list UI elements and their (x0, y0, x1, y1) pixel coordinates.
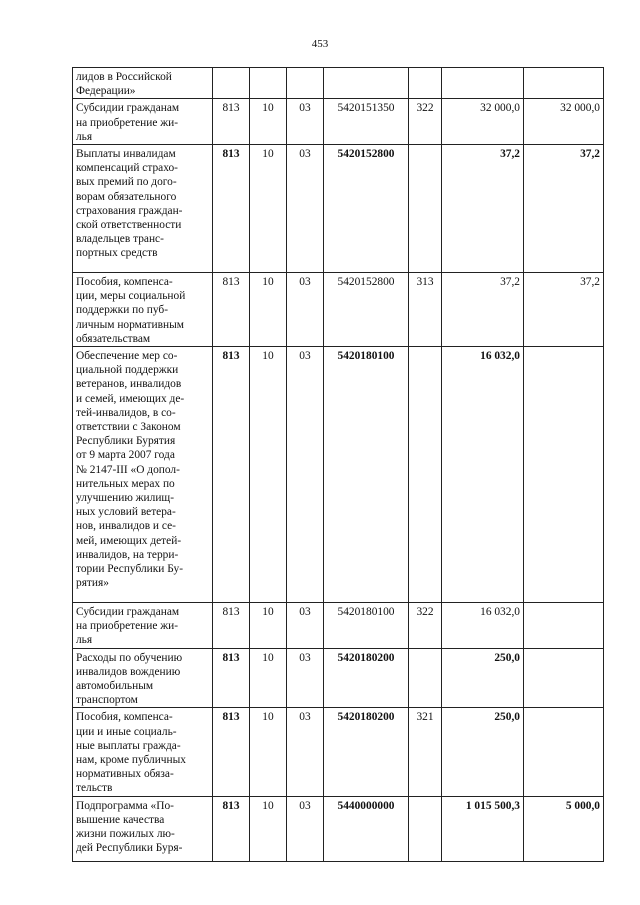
subsection-code-cell: 03 (287, 273, 324, 347)
ministry-code-cell: 813 (213, 273, 250, 347)
subsection-code-cell (287, 68, 324, 99)
ministry-code-cell: 813 (213, 708, 250, 796)
ministry-code-cell: 813 (213, 603, 250, 649)
expense-type-cell (409, 68, 442, 99)
table-row (73, 347, 604, 603)
item-name-line: рятия» (76, 577, 109, 590)
table-row (73, 708, 604, 796)
item-name-line: лидов в Российской (76, 71, 172, 83)
target-article-cell: 5420180100 (324, 347, 409, 603)
item-name-line: ных условий ветера- (76, 506, 176, 519)
item-name-line: Субсидии гражданам (76, 102, 180, 115)
subsection-code-cell: 03 (287, 603, 324, 649)
section-code-cell: 10 (250, 603, 287, 649)
item-name-line: нительных мерах по (76, 477, 175, 490)
item-name-line: тории Республики Бу- (76, 563, 183, 576)
item-name-cell (73, 68, 213, 99)
item-name-line: ответствии с Законом (76, 421, 181, 434)
table-row (73, 796, 604, 861)
target-article-cell: 5440000000 (324, 796, 409, 861)
table-row (73, 99, 604, 145)
item-name-line: ворам обязательного (76, 190, 177, 203)
expense-type-cell: 313 (409, 273, 442, 347)
item-name-line: от 9 марта 2007 года (76, 449, 175, 462)
expense-type-cell (409, 145, 442, 273)
item-name-cell (73, 273, 213, 347)
table-row (73, 68, 604, 99)
amount-year2-cell: 5 000,0 (524, 796, 604, 861)
expense-type-cell (409, 796, 442, 861)
subsection-code-cell: 03 (287, 708, 324, 796)
target-article-cell: 5420180200 (324, 708, 409, 796)
item-name-line: вых премий по дого- (76, 176, 177, 189)
amount-year2-cell: 37,2 (524, 273, 604, 347)
table-row (73, 273, 604, 347)
amount-year2-cell: 37,2 (524, 145, 604, 273)
item-name-line: владельцев транс- (76, 233, 164, 246)
amount-year1-cell: 32 000,0 (442, 99, 524, 145)
item-name-line: ции и иные социаль- (76, 725, 177, 738)
item-name-line: улучшению жилищ- (76, 492, 174, 505)
item-name-line: автомобильным (76, 680, 154, 693)
item-name-line: нам, кроме публичных (76, 754, 186, 767)
expense-type-cell: 322 (409, 99, 442, 145)
ministry-code-cell: 813 (213, 347, 250, 603)
item-name-line: циальной поддержки (76, 364, 179, 377)
expense-type-cell (409, 347, 442, 603)
subsection-code-cell: 03 (287, 648, 324, 708)
amount-year2-cell (524, 708, 604, 796)
item-name-line: Расходы по обучению (76, 651, 183, 664)
amount-year1-cell: 250,0 (442, 708, 524, 796)
item-name-cell (73, 145, 213, 273)
item-name-line: нормативных обяза- (76, 768, 174, 781)
section-code-cell: 10 (250, 99, 287, 145)
section-code-cell: 10 (250, 708, 287, 796)
budget-table (72, 67, 604, 862)
section-code-cell (250, 68, 287, 99)
target-article-cell: 5420151350 (324, 99, 409, 145)
ministry-code-cell: 813 (213, 145, 250, 273)
item-name-line: Обеспечение мер со- (76, 350, 178, 363)
item-name-line: Выплаты инвалидам (76, 148, 176, 161)
item-name-line: компенсаций страхо- (76, 162, 178, 175)
amount-year2-cell (524, 68, 604, 99)
amount-year1-cell (442, 68, 524, 99)
table-row (73, 648, 604, 708)
item-name-cell (73, 648, 213, 708)
item-name-cell (73, 99, 213, 145)
section-code-cell: 10 (250, 648, 287, 708)
target-article-cell (324, 68, 409, 99)
item-name-line: нов, инвалидов и се- (76, 520, 176, 533)
item-name-line: мей, имеющих детей- (76, 534, 182, 547)
subsection-code-cell: 03 (287, 796, 324, 861)
amount-year1-cell: 37,2 (442, 145, 524, 273)
amount-year2-cell (524, 648, 604, 708)
item-name-line: ской ответственности (76, 219, 182, 232)
amount-year1-cell: 1 015 500,3 (442, 796, 524, 861)
amount-year2-cell: 32 000,0 (524, 99, 604, 145)
item-name-line: ные выплаты гражда- (76, 739, 181, 752)
item-name-line: Федерации» (76, 85, 136, 98)
item-name-line: Пособия, компенса- (76, 276, 173, 289)
item-name-line: личным нормативным (76, 318, 184, 331)
table-row (73, 603, 604, 649)
expense-type-cell (409, 648, 442, 708)
item-name-line: портных средств (76, 247, 158, 260)
section-code-cell: 10 (250, 145, 287, 273)
amount-year1-cell: 250,0 (442, 648, 524, 708)
table-body (73, 68, 604, 862)
item-name-line: Субсидии гражданам (76, 606, 180, 619)
item-name-line: Пособия, компенса- (76, 711, 173, 724)
item-name-line: транспортом (76, 694, 138, 707)
subsection-code-cell: 03 (287, 145, 324, 273)
expense-type-cell: 322 (409, 603, 442, 649)
item-name-line: и семей, имеющих де- (76, 392, 185, 405)
amount-year1-cell: 37,2 (442, 273, 524, 347)
ministry-code-cell: 813 (213, 99, 250, 145)
item-name-line: на приобретение жи- (76, 116, 179, 129)
ministry-code-cell (213, 68, 250, 99)
item-name-cell (73, 347, 213, 603)
amount-year1-cell: 16 032,0 (442, 347, 524, 603)
item-name-line: ветеранов, инвалидов (76, 378, 182, 391)
subsection-code-cell: 03 (287, 99, 324, 145)
amount-year1-cell: 16 032,0 (442, 603, 524, 649)
page-number: 453 (311, 38, 329, 50)
item-name-line: инвалидов, на терри- (76, 548, 179, 561)
item-name-line: Республики Бурятия (76, 435, 176, 448)
item-name-line: тей-инвалидов, в со- (76, 406, 176, 419)
item-name-line: ции, меры социальной (76, 290, 186, 303)
section-code-cell: 10 (250, 273, 287, 347)
section-code-cell: 10 (250, 347, 287, 603)
item-name-line: обязательствам (76, 332, 151, 345)
ministry-code-cell: 813 (213, 648, 250, 708)
item-name-line: Подпрограмма «По- (76, 799, 174, 812)
item-name-cell (73, 796, 213, 861)
item-name-line: страхования граждан- (76, 204, 183, 217)
item-name-line: инвалидов вождению (76, 665, 181, 678)
item-name-line: № 2147-III «О допол- (76, 463, 180, 476)
amount-year2-cell (524, 603, 604, 649)
item-name-line: жизни пожилых лю- (76, 828, 175, 841)
ministry-code-cell: 813 (213, 796, 250, 861)
subsection-code-cell: 03 (287, 347, 324, 603)
target-article-cell: 5420180100 (324, 603, 409, 649)
target-article-cell: 5420152800 (324, 145, 409, 273)
item-name-line: дей Республики Буря- (76, 842, 183, 855)
item-name-line: лья (76, 634, 93, 647)
amount-year2-cell (524, 347, 604, 603)
item-name-line: поддержки по пуб- (76, 304, 169, 317)
item-name-line: вышение качества (76, 813, 165, 826)
item-name-line: лья (76, 130, 93, 143)
item-name-line: на приобретение жи- (76, 620, 179, 633)
section-code-cell: 10 (250, 796, 287, 861)
table-row (73, 145, 604, 273)
item-name-cell (73, 708, 213, 796)
target-article-cell: 5420152800 (324, 273, 409, 347)
expense-type-cell: 321 (409, 708, 442, 796)
item-name-line: тельств (76, 782, 113, 795)
target-article-cell: 5420180200 (324, 648, 409, 708)
item-name-cell (73, 603, 213, 649)
